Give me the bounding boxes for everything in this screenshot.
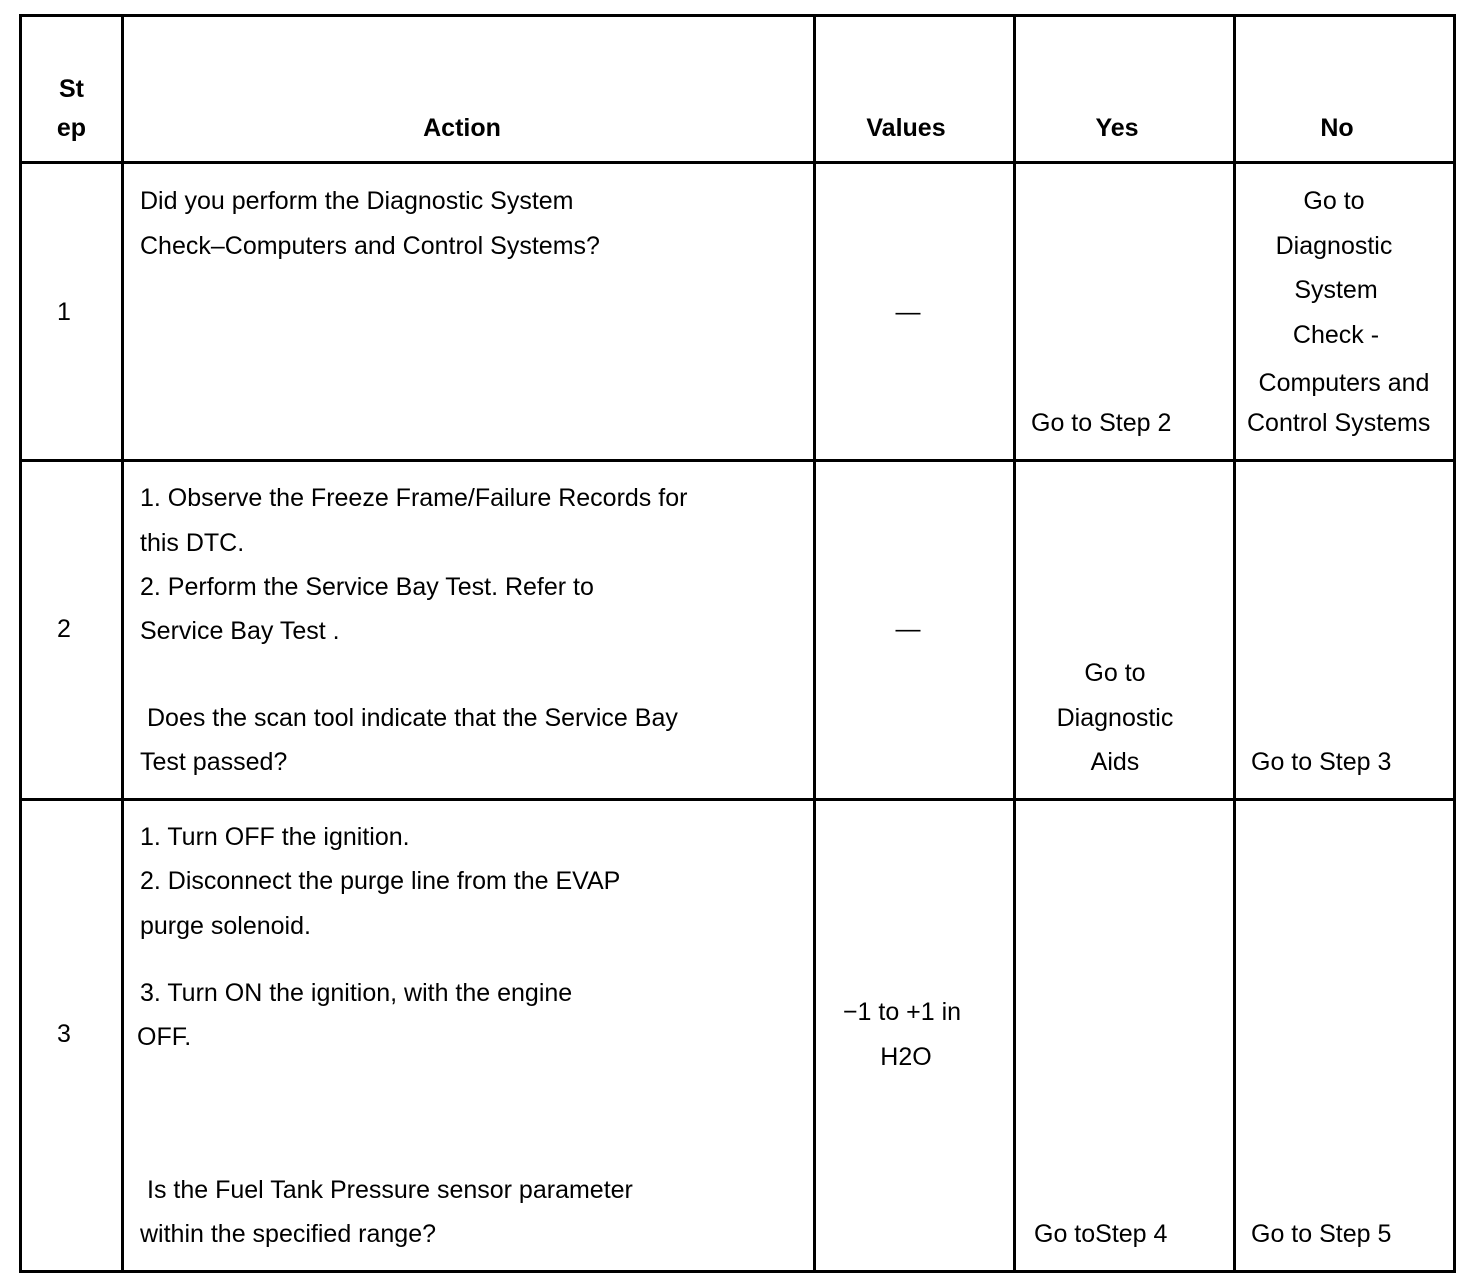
row-2-action-line-4: Service Bay Test . (140, 617, 340, 645)
row-3-action-line-7: within the specified range? (140, 1220, 437, 1248)
header-yes: Yes (1095, 114, 1139, 142)
row-1-action-line-1: Did you perform the Diagnostic System (140, 187, 574, 215)
row-2-no: Go to Step 3 (1251, 748, 1392, 776)
row-1-no-line-3: System (1294, 276, 1378, 304)
row-2-action-line-5: Does the scan tool indicate that the Service Bay (147, 704, 678, 732)
row-3-step: 3 (57, 1020, 71, 1048)
row-1-no-line-4: Check - (1292, 321, 1380, 349)
header-action: Action (423, 114, 501, 142)
header-step-line-1: St (59, 75, 84, 103)
row-3-action-line-6: Is the Fuel Tank Pressure sensor parameter (147, 1176, 633, 1204)
row-1-no-line-5: Computers and (1258, 369, 1430, 397)
row-2-yes-line-1: Go to (1084, 659, 1146, 687)
header-values: Values (866, 114, 946, 142)
row-divider-1 (19, 459, 1456, 462)
row-2-action-line-3: 2. Perform the Service Bay Test. Refer to (140, 573, 594, 601)
row-3-no: Go to Step 5 (1251, 1220, 1392, 1248)
row-2-value: — (895, 615, 921, 643)
row-2-yes-line-3: Aids (1090, 748, 1140, 776)
col-divider-step (121, 14, 124, 1273)
header-divider (19, 161, 1456, 164)
row-1-value: — (895, 298, 921, 326)
header-step-line-2: ep (56, 114, 87, 142)
header-no: No (1320, 114, 1354, 142)
table-border-right (1453, 14, 1456, 1273)
row-2-action-line-6: Test passed? (140, 748, 288, 776)
row-2-action-line-2: this DTC. (140, 529, 245, 557)
row-3-action-line-1: 1. Turn OFF the ignition. (140, 823, 410, 851)
row-3-yes: Go toStep 4 (1034, 1220, 1168, 1248)
row-1-action-line-2: Check–Computers and Control Systems? (140, 232, 600, 260)
row-1-yes: Go to Step 2 (1031, 409, 1172, 437)
row-3-action-line-3: purge solenoid. (140, 912, 311, 940)
row-3-action-line-4: 3. Turn ON the ignition, with the engine (140, 979, 573, 1007)
row-3-value-line-1: −1 to +1 in (842, 998, 962, 1026)
row-1-no-line-2: Diagnostic (1275, 232, 1393, 260)
row-1-step: 1 (57, 298, 71, 326)
row-3-action-line-5: OFF. (137, 1023, 192, 1051)
col-divider-values (1013, 14, 1016, 1273)
row-3-value-line-2: H2O (880, 1043, 932, 1071)
table-border-top (19, 14, 1456, 17)
row-3-action-line-2: 2. Disconnect the purge line from the EVAP (140, 867, 621, 895)
row-2-step: 2 (57, 615, 71, 643)
row-divider-2 (19, 798, 1456, 801)
table-border-bottom (19, 1270, 1456, 1273)
row-2-yes-line-2: Diagnostic (1056, 704, 1174, 732)
row-1-no-line-1: Go to (1303, 187, 1365, 215)
row-1-no-line-6: Control Systems (1247, 409, 1431, 437)
row-2-action-line-1: 1. Observe the Freeze Frame/Failure Records for (140, 484, 688, 512)
